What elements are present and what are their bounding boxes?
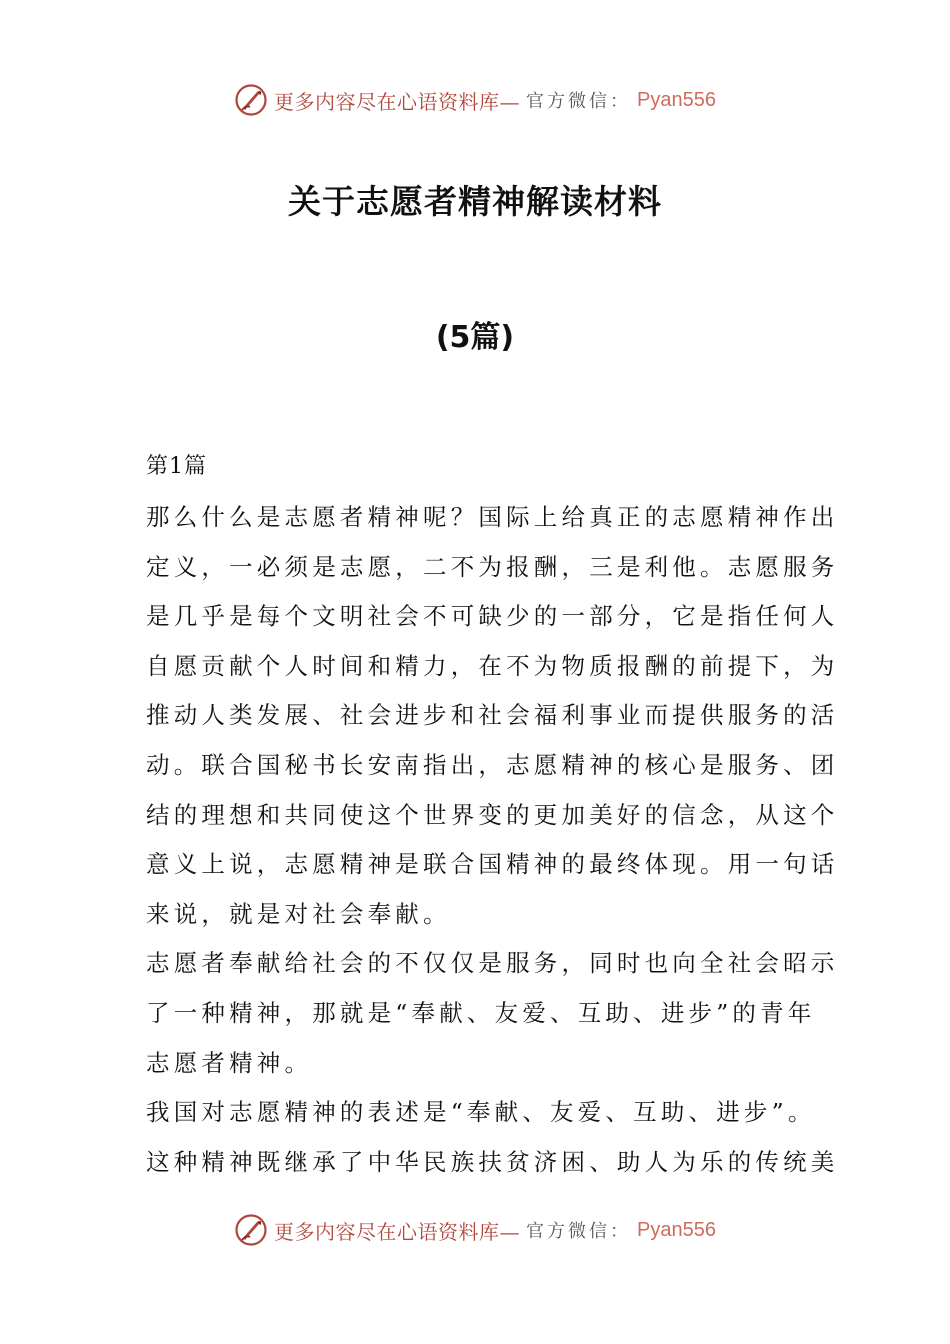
body-line: 了一种精神，那就是“奉献、友爱、互助、进步”的青年 [146, 998, 816, 1027]
wechat-id: Pyan556 [637, 88, 716, 111]
body-line: 志愿者精神。 [146, 1048, 313, 1077]
brand-text: 更多内容尽在心语资料库— [274, 89, 521, 114]
body-line: 是几乎是每个文明社会不可缺少的一部分，它是指任何人 [146, 602, 839, 631]
body-line: 我国对志愿精神的表述是“奉献、友爱、互助、进步”。 [146, 1098, 816, 1127]
body-line: 那么什么是志愿者精神呢？国际上给真正的志愿精神作出 [146, 503, 839, 531]
body-line: 这种精神既继承了中华民族扶贫济困、助人为乐的传统美 [146, 1147, 839, 1176]
header-watermark [0, 80, 950, 120]
footer-watermark [0, 1210, 950, 1250]
wechat-label: 官方微信： [526, 1221, 632, 1242]
brand-text: 更多内容尽在心语资料库— [274, 1219, 521, 1244]
body-line: 结的理想和共同使这个世界变的更加美好的信念，从这个 [146, 800, 839, 829]
quill-logo-icon [234, 83, 268, 117]
quill-logo-icon [234, 1213, 268, 1247]
body-line: 定义，一必须是志愿，二不为报酬，三是利他。志愿服务 [146, 552, 839, 581]
wechat-label: 官方微信： [526, 91, 632, 112]
body-line: 意义上说，志愿精神是联合国精神的最终体现。用一句话 [146, 850, 839, 879]
body-line: 动。联合国秘书长安南指出，志愿精神的核心是服务、团 [146, 750, 839, 779]
body-line: 来说，就是对社会奉献。 [146, 899, 451, 928]
body-line: 推动人类发展、社会进步和社会福利事业而提供服务的活 [146, 701, 839, 730]
body-line: 志愿者奉献给社会的不仅仅是服务，同时也向全社会昭示 [146, 949, 839, 978]
body-line: 自愿贡献个人时间和精力，在不为物质报酬的前提下，为 [146, 651, 839, 680]
section-label: 第1篇 [146, 454, 207, 479]
wechat-id: Pyan556 [637, 1218, 716, 1241]
document-title: 关于志愿者精神解读材料 [288, 182, 662, 221]
document-body [146, 447, 839, 1187]
document-subtitle: (5篇) [435, 320, 515, 355]
